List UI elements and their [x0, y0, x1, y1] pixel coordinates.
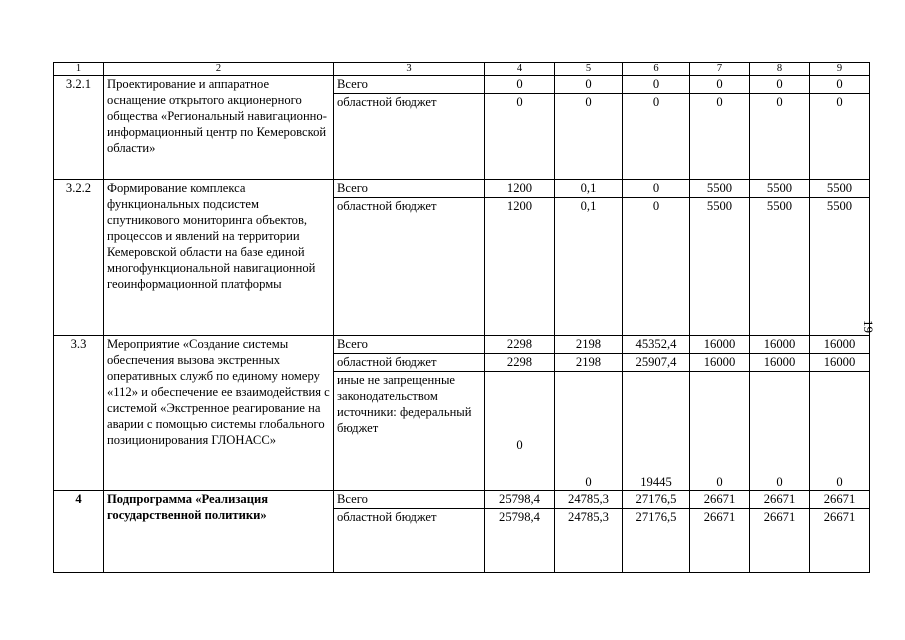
column-number: 3	[334, 63, 485, 76]
value-cell: 5500	[810, 198, 870, 336]
value-cell: 1200	[485, 198, 555, 336]
value-cell: 16000	[690, 336, 750, 354]
value-cell: 5500	[810, 180, 870, 198]
value-cell: 5500	[750, 180, 810, 198]
value-cell: 16000	[690, 354, 750, 372]
value-cell: 0	[485, 76, 555, 94]
item-name: Проектирование и аппаратное оснащение открытого акционерного общества «Региональный навигационно-информационный центр по Кемеровской области»	[104, 76, 334, 180]
value-cell: 25907,4	[623, 354, 690, 372]
value-cell: 0	[555, 94, 623, 180]
value-cell: 0	[750, 372, 810, 491]
value-cell: 26671	[690, 491, 750, 509]
table-row	[54, 180, 870, 198]
column-number-row	[54, 63, 870, 76]
value-cell: 0	[623, 94, 690, 180]
item-name: Мероприятие «Создание системы обеспечения вызова экстренных оперативных служб по единому номеру «112» и обеспечение ее взаимодействия с системой «Экстренное реагирование на аварии с помощью системы глобального позиционирования ГЛОНАСС»	[104, 336, 334, 491]
value-cell: 0	[623, 76, 690, 94]
funding-source: Всего	[334, 76, 485, 94]
value-cell: 25798,4	[485, 491, 555, 509]
value-cell: 2198	[555, 354, 623, 372]
value-cell: 0	[623, 180, 690, 198]
value-cell: 5500	[750, 198, 810, 336]
value-cell: 24785,3	[555, 491, 623, 509]
column-number: 5	[555, 63, 623, 76]
value-cell: 45352,4	[623, 336, 690, 354]
table-row	[54, 491, 870, 509]
budget-table	[53, 62, 870, 573]
value-cell: 26671	[750, 491, 810, 509]
column-number: 6	[623, 63, 690, 76]
value-cell: 0	[690, 76, 750, 94]
page-number: 19	[861, 320, 876, 333]
value-cell: 0	[555, 76, 623, 94]
value-cell: 0	[750, 76, 810, 94]
value-cell: 26671	[690, 509, 750, 573]
funding-source: иные не запрещенные законодательством источники: федеральный бюджет	[334, 372, 485, 491]
column-number: 2	[104, 63, 334, 76]
value-cell: 5500	[690, 198, 750, 336]
column-number: 8	[750, 63, 810, 76]
column-number: 1	[54, 63, 104, 76]
value-cell: 0	[750, 94, 810, 180]
funding-source: областной бюджет	[334, 94, 485, 180]
value-cell: 0	[555, 372, 623, 491]
value-cell: 27176,5	[623, 491, 690, 509]
value-cell: 24785,3	[555, 509, 623, 573]
value-cell: 2198	[555, 336, 623, 354]
funding-source: областной бюджет	[334, 354, 485, 372]
value-cell: 1200	[485, 180, 555, 198]
value-cell: 0	[690, 372, 750, 491]
value-cell: 16000	[810, 354, 870, 372]
value-cell: 2298	[485, 354, 555, 372]
column-number: 7	[690, 63, 750, 76]
value-cell: 5500	[690, 180, 750, 198]
value-cell: 0	[485, 372, 555, 491]
table-row	[54, 336, 870, 354]
value-cell: 27176,5	[623, 509, 690, 573]
value-cell: 19445	[623, 372, 690, 491]
value-cell: 16000	[750, 336, 810, 354]
item-number: 3.3	[54, 336, 104, 491]
funding-source: Всего	[334, 180, 485, 198]
value-cell: 0,1	[555, 198, 623, 336]
funding-source: Всего	[334, 336, 485, 354]
value-cell: 26671	[750, 509, 810, 573]
funding-source: областной бюджет	[334, 509, 485, 573]
item-name: Формирование комплекса функциональных подсистем спутникового мониторинга объектов, процессов и явлений на территории Кемеровской области на базе единой многофункциональной навигационной геоинформационной платформы	[104, 180, 334, 336]
value-cell: 25798,4	[485, 509, 555, 573]
value-cell: 2298	[485, 336, 555, 354]
value-cell: 0	[810, 372, 870, 491]
value-cell: 0	[810, 76, 870, 94]
funding-source: Всего	[334, 491, 485, 509]
value-cell: 16000	[750, 354, 810, 372]
table-row	[54, 76, 870, 94]
value-cell: 0	[810, 94, 870, 180]
item-number: 3.2.1	[54, 76, 104, 180]
column-number: 4	[485, 63, 555, 76]
column-number: 9	[810, 63, 870, 76]
value-cell: 26671	[810, 491, 870, 509]
value-cell: 16000	[810, 336, 870, 354]
value-cell: 0	[623, 198, 690, 336]
value-cell: 26671	[810, 509, 870, 573]
value-cell: 0,1	[555, 180, 623, 198]
value-cell: 0	[690, 94, 750, 180]
funding-source: областной бюджет	[334, 198, 485, 336]
item-number: 4	[54, 491, 104, 573]
value-cell: 0	[485, 94, 555, 180]
item-name: Подпрограмма «Реализация государственной политики»	[104, 491, 334, 573]
item-number: 3.2.2	[54, 180, 104, 336]
